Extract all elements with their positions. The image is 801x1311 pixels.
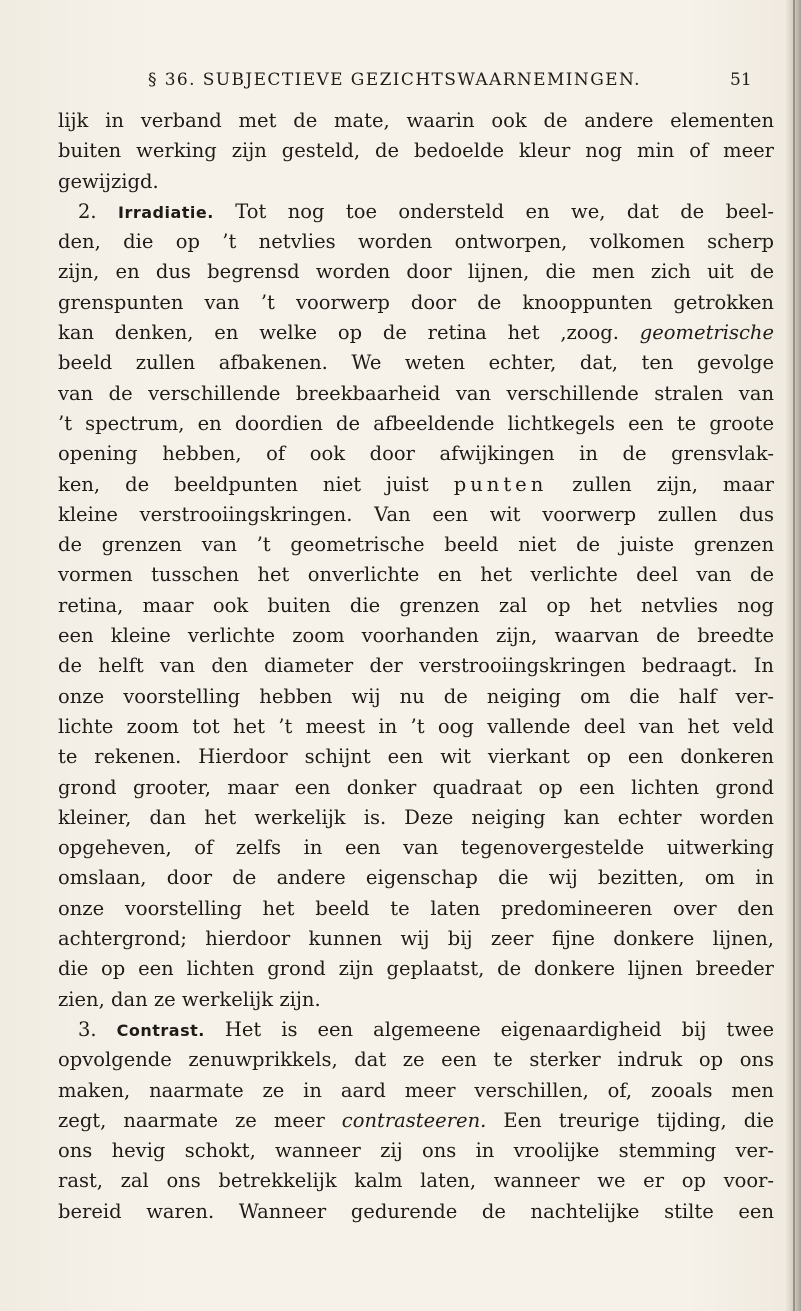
- text-line: grenspunten van ’t voorwerp door de knooppunten getrokken: [58, 290, 774, 314]
- text-line: te rekenen. Hierdoor schijnt een wit vierkant op een donkeren: [58, 745, 774, 769]
- text-line: opgeheven, of zelfs in een van tegenovergestelde uitwerking: [58, 836, 774, 860]
- paragraph-contrast-start: 3. Contrast. Het is een algemeene eigenaardigheid bij twee: [78, 1017, 774, 1041]
- text-line: omslaan, door de andere eigenschap die wij bezitten, om in: [58, 866, 774, 890]
- text-line: onze voorstelling het beeld te laten predomineeren over den: [58, 896, 774, 920]
- text-line: lijk in verband met de mate, waarin ook de andere elementen: [58, 109, 774, 132]
- text-line: opening hebben, of ook door afwijkingen in de grensvlak-: [58, 442, 774, 466]
- text-line: van de verschillende breekbaarheid van verschillende stralen van: [58, 381, 774, 405]
- text-line: die op een lichten grond zijn geplaatst, de donkere lijnen breeder: [58, 957, 774, 981]
- text-line: de grenzen van ’t geometrische beeld niet de juiste grenzen: [58, 533, 774, 557]
- text-line: kan denken, en welke op de retina het ,zoog. geometrische: [58, 321, 774, 345]
- text-line: gewijzigd.: [58, 169, 159, 193]
- text-line: achtergrond; hierdoor kunnen wij bij zeer fijne donkere lijnen,: [58, 927, 774, 951]
- text-line: zegt, naarmate ze meer contrasteeren. Een treurige tijding, die: [58, 1108, 774, 1132]
- text-line: een kleine verlichte zoom voorhanden zijn, waarvan de breedte: [58, 624, 774, 648]
- spaced-term: punten: [453, 472, 548, 496]
- text-line: zijn, en dus begrensd worden door lijnen, die men zich uit de: [58, 260, 774, 284]
- text-line: grond grooter, maar een donker quadraat op een lichten grond: [58, 775, 774, 799]
- text-line: beeld zullen afbakenen. We weten echter, dat, ten gevolge: [58, 351, 774, 375]
- text-line: rast, zal ons betrekkelijk kalm laten, wanneer we er op voor-: [58, 1169, 774, 1193]
- text-line: buiten werking zijn gesteld, de bedoelde kleur nog min of meer: [58, 139, 774, 163]
- page-number: 51: [730, 70, 752, 90]
- text-line: vormen tusschen het onverlichte en het verlichte deel van de: [58, 563, 774, 587]
- text-line: lichte zoom tot het ’t meest in ’t oog vallende deel van het veld: [58, 714, 774, 738]
- text-line: ken, de beeldpunten niet juist punten zullen zijn, maar: [58, 472, 774, 496]
- paragraph-irradiatie-start: 2. Irradiatie. Tot nog toe ondersteld en we, dat de beel-: [78, 199, 774, 223]
- text-line: den, die op ’t netvlies worden ontworpen, volkomen scherp: [58, 230, 774, 254]
- heading-contrast: Contrast.: [116, 1020, 205, 1040]
- text-line: onze voorstelling hebben wij nu de neiging om die half ver-: [58, 684, 774, 708]
- text-line: ’t spectrum, en doordien de afbeeldende lichtkegels een te groote: [58, 411, 774, 435]
- text-line: de helft van den diameter der verstrooiingskringen bedraagt. In: [58, 654, 774, 678]
- heading-irradiatie: Irradiatie.: [118, 202, 214, 222]
- italic-term: contrasteeren.: [341, 1108, 487, 1132]
- italic-term: geometrische: [639, 321, 774, 345]
- text-line: ons hevig schokt, wanneer zij ons in vroolijke stemming ver-: [58, 1139, 774, 1163]
- page-edge-line: [793, 0, 795, 1311]
- text-line: kleine verstrooiingskringen. Van een wit voorwerp zullen dus: [58, 502, 774, 526]
- text-line: zien, dan ze werkelijk zijn.: [58, 987, 321, 1011]
- text-line: opvolgende zenuwprikkels, dat ze een te sterker indruk op ons: [58, 1048, 774, 1072]
- text-line: bereid waren. Wanneer gedurende de nachtelijke stilte een: [58, 1199, 774, 1223]
- text-line: retina, maar ook buiten die grenzen zal op het netvlies nog: [58, 593, 774, 617]
- text-line: maken, naarmate ze in aard meer verschillen, of, zooals men: [58, 1078, 774, 1102]
- section-heading: § 36. SUBJECTIEVE GEZICHTSWAARNEMINGEN.: [148, 70, 641, 90]
- body-text: [58, 106, 774, 1227]
- running-head: [0, 70, 801, 100]
- text-line: kleiner, dan het werkelijk is. Deze neiging kan echter worden: [58, 805, 774, 829]
